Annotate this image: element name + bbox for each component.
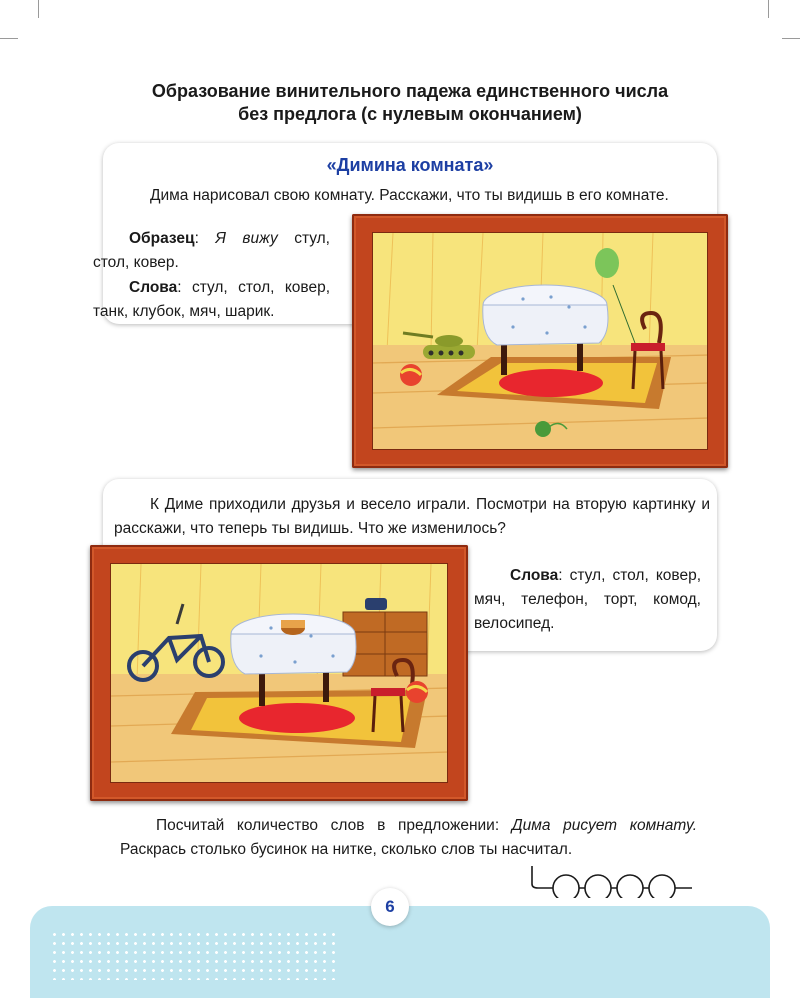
beads-on-thread <box>528 862 696 898</box>
exercise-3-task <box>120 814 697 862</box>
room-illustration-1 <box>372 232 708 450</box>
bead <box>553 875 579 898</box>
sample-text: Я вижу <box>215 230 278 247</box>
picture-frame-2 <box>90 545 468 801</box>
words-label: Слова <box>129 279 178 296</box>
crop-mark <box>782 38 800 39</box>
exercise-title: «Димина комната» <box>326 155 494 175</box>
sample-rest: стул, стол, ковер. <box>93 230 330 271</box>
words-block-2 <box>474 564 701 636</box>
words-text-2: : стул, стол, ковер, мяч, телефон, торт, комод, велосипед. <box>474 567 701 632</box>
words-label-2: Слова <box>510 567 559 584</box>
words-text: : стул, стол, ковер, танк, клубок, мяч, шарик. <box>93 279 330 320</box>
crop-mark <box>38 0 39 18</box>
heading-line-1: Образование винительного падежа единственного числа <box>151 81 669 101</box>
exercise-3-text-1: Посчитай количество слов в предложении: <box>156 817 512 834</box>
footer-dot-pattern <box>50 930 340 980</box>
page-number: 6 <box>371 888 409 926</box>
sample-label: Образец <box>129 230 195 247</box>
exercise-1-task: Дима нарисовал свою комнату. Расскажи, что ты видишь в его комнате. <box>150 187 669 204</box>
crop-mark <box>0 38 18 39</box>
bead <box>649 875 675 898</box>
bead <box>617 875 643 898</box>
crop-mark <box>768 0 769 18</box>
room-illustration-2 <box>110 563 448 783</box>
page-heading <box>100 80 720 126</box>
exercise-3-sentence: Дима рисует комнату. <box>511 817 698 834</box>
sample-block: Образец: Я вижу стул, стол, ковер. Слова: стул, стол, ковер, танк, клубок, мяч, шарик. <box>93 230 330 320</box>
bead <box>585 875 611 898</box>
heading-line-2: без предлога (с нулевым окончанием) <box>238 104 582 124</box>
exercise-2-task: К Диме приходили друзья и весело играли. Посмотри на вторую картинку и расскажи, что теперь ты видишь. Что же изменилось? <box>114 496 710 537</box>
exercise-3-text-2: Раскрась столько бусинок на нитке, сколько слов ты насчитал. <box>120 841 573 858</box>
picture-frame-1 <box>352 214 728 468</box>
